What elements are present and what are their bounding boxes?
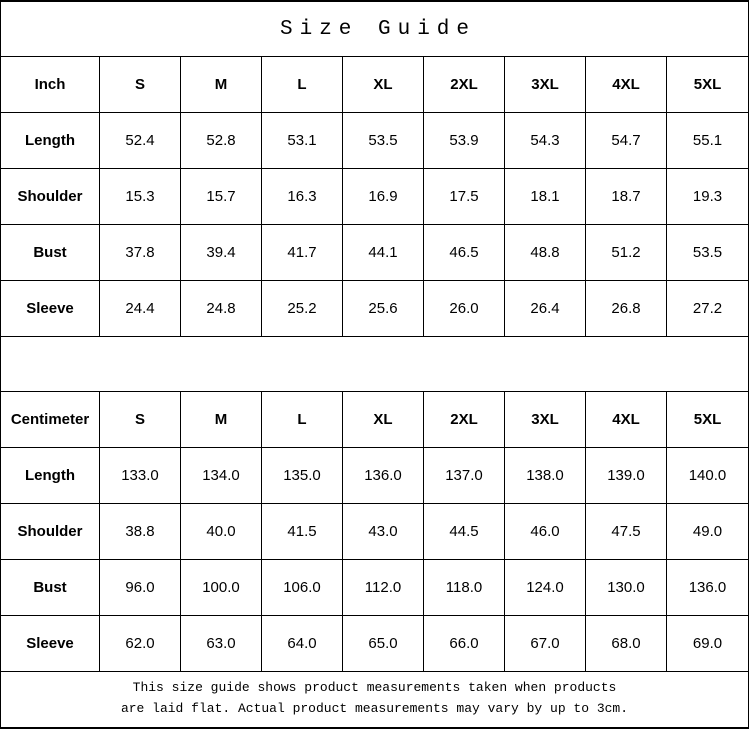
value-cell: 140.0 [667,448,748,504]
row-label-length: Length [1,113,100,169]
footer-note-line2: are laid flat. Actual product measurements may vary by up to 3cm. [120,700,629,716]
inch-table [1,57,748,337]
spacer-row [1,337,748,392]
value-cell: 26.0 [424,281,505,337]
value-cell: 51.2 [586,225,667,281]
value-cell: 52.8 [181,113,262,169]
unit-header-centimeter: Centimeter [1,392,100,448]
value-cell: 53.1 [262,113,343,169]
size-header: S [100,57,181,113]
value-cell: 39.4 [181,225,262,281]
row-label-length: Length [1,448,100,504]
row-label-sleeve: Sleeve [1,616,100,672]
size-header: 5XL [667,392,748,448]
row-label-sleeve: Sleeve [1,281,100,337]
size-header: L [262,392,343,448]
value-cell: 25.6 [343,281,424,337]
value-cell: 100.0 [181,560,262,616]
size-header: XL [343,57,424,113]
value-cell: 137.0 [424,448,505,504]
value-cell: 53.9 [424,113,505,169]
footer-note [1,672,748,725]
value-cell: 63.0 [181,616,262,672]
value-cell: 54.7 [586,113,667,169]
value-cell: 106.0 [262,560,343,616]
size-header: L [262,57,343,113]
value-cell: 53.5 [343,113,424,169]
row-label-bust: Bust [1,225,100,281]
value-cell: 49.0 [667,504,748,560]
value-cell: 16.3 [262,169,343,225]
value-cell: 55.1 [667,113,748,169]
value-cell: 68.0 [586,616,667,672]
value-cell: 37.8 [100,225,181,281]
row-label-shoulder: Shoulder [1,504,100,560]
value-cell: 26.8 [586,281,667,337]
value-cell: 138.0 [505,448,586,504]
page-title: Size Guide [1,2,748,57]
value-cell: 24.8 [181,281,262,337]
value-cell: 124.0 [505,560,586,616]
value-cell: 38.8 [100,504,181,560]
row-label-shoulder: Shoulder [1,169,100,225]
value-cell: 52.4 [100,113,181,169]
value-cell: 27.2 [667,281,748,337]
value-cell: 135.0 [262,448,343,504]
value-cell: 48.8 [505,225,586,281]
size-header: 2XL [424,392,505,448]
value-cell: 44.1 [343,225,424,281]
size-header: M [181,392,262,448]
value-cell: 44.5 [424,504,505,560]
value-cell: 47.5 [586,504,667,560]
value-cell: 41.5 [262,504,343,560]
value-cell: 65.0 [343,616,424,672]
footer-note-line1: This size guide shows product measurements taken when products [132,679,617,695]
size-header: 3XL [505,57,586,113]
unit-header-inch: Inch [1,57,100,113]
value-cell: 66.0 [424,616,505,672]
value-cell: 69.0 [667,616,748,672]
value-cell: 15.3 [100,169,181,225]
size-header: 3XL [505,392,586,448]
value-cell: 136.0 [343,448,424,504]
value-cell: 46.5 [424,225,505,281]
value-cell: 17.5 [424,169,505,225]
value-cell: 136.0 [667,560,748,616]
value-cell: 139.0 [586,448,667,504]
size-header: 2XL [424,57,505,113]
value-cell: 67.0 [505,616,586,672]
value-cell: 26.4 [505,281,586,337]
value-cell: 64.0 [262,616,343,672]
value-cell: 18.7 [586,169,667,225]
value-cell: 16.9 [343,169,424,225]
value-cell: 25.2 [262,281,343,337]
value-cell: 46.0 [505,504,586,560]
value-cell: 18.1 [505,169,586,225]
value-cell: 19.3 [667,169,748,225]
value-cell: 96.0 [100,560,181,616]
value-cell: 40.0 [181,504,262,560]
size-header: 4XL [586,57,667,113]
value-cell: 118.0 [424,560,505,616]
row-label-bust: Bust [1,560,100,616]
value-cell: 43.0 [343,504,424,560]
value-cell: 134.0 [181,448,262,504]
value-cell: 54.3 [505,113,586,169]
size-header: 4XL [586,392,667,448]
value-cell: 53.5 [667,225,748,281]
size-header: XL [343,392,424,448]
value-cell: 15.7 [181,169,262,225]
size-header: M [181,57,262,113]
size-header: S [100,392,181,448]
value-cell: 133.0 [100,448,181,504]
value-cell: 130.0 [586,560,667,616]
value-cell: 112.0 [343,560,424,616]
value-cell: 62.0 [100,616,181,672]
centimeter-table [1,392,748,672]
value-cell: 41.7 [262,225,343,281]
size-header: 5XL [667,57,748,113]
value-cell: 24.4 [100,281,181,337]
